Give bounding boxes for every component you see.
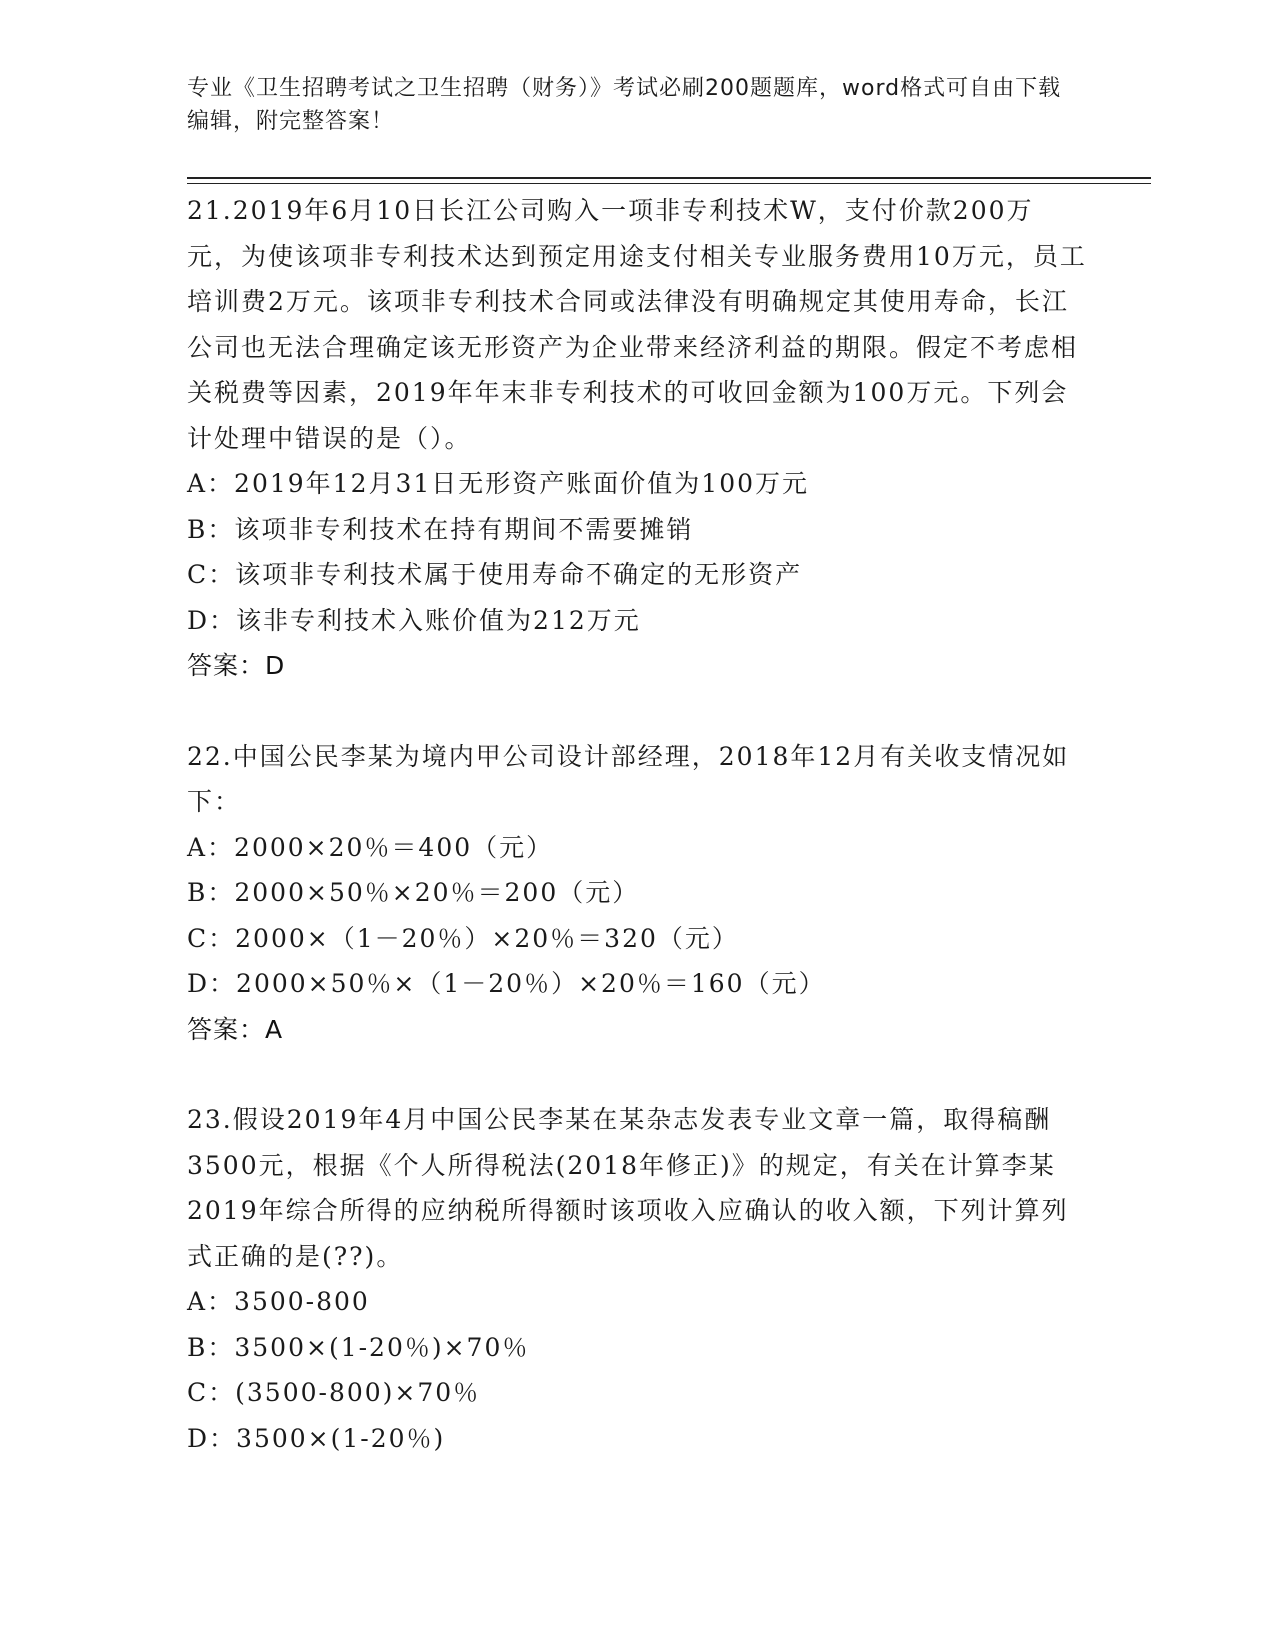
answer-line: 答案：D [187,651,286,680]
question-22 [187,734,1087,1053]
option-a: A：2000×20％＝400（元） [187,832,554,862]
document-header-title: 专业《卫生招聘考试之卫生招聘（财务）》考试必刷200题题库，word格式可自由下载编辑，附完整答案！ [187,76,1062,134]
option-d: D：该非专利技术入账价值为212万元 [187,605,641,635]
question-23 [187,1097,1087,1461]
option-a: A：3500-800 [187,1287,370,1316]
option-b: B：3500×(1-20％)×70％ [187,1332,530,1362]
option-c: C：2000×（1－20％）×20％＝320（元） [187,923,739,953]
question-stem: 21.2019年6月10日长江公司购入一项非专利技术W，支付价款200万元，为使该项非专利技术达到预定用途支付相关专业服务费用10万元，员工培训费2万元。该项非专利技术合同或法律没有明确规定其使用寿命，长江公司也无法合理确定该无形资产为企业带来经济利益的期限。假定不考虑相关税费等因素，2019年年末非专利技术的可收回金额为100万元。下列会计处理中错误的是（）。 [187,196,1087,453]
option-b: B：2000×50％×20％＝200（元） [187,878,640,907]
option-c: C：(3500-800)×70％ [187,1378,481,1407]
question-21 [187,188,1087,689]
header-rule-thick [187,177,1151,179]
option-a: A：2019年12月31日无形资产账面价值为100万元 [187,469,810,498]
question-list [187,188,1087,1461]
question-stem: 22.中国公民李某为境内甲公司设计部经理，2018年12月有关收支情况如下： [187,741,1070,816]
question-stem: 23.假设2019年4月中国公民李某在某杂志发表专业文章一篇，取得稿酬3500元，根据《个人所得税法(2018年修正)》的规定，有关在计算李某2019年综合所得的应纳税所得额时该项收入应确认的收入额，下列计算列式正确的是(??)。 [187,1105,1069,1271]
question-gap [187,1052,1087,1097]
header-rule-thin [187,183,1151,184]
option-c: C：该项非专利技术属于使用寿命不确定的无形资产 [187,560,803,589]
option-d: D：2000×50％×（1－20％）×20％＝160（元） [187,969,826,998]
question-gap [187,689,1087,734]
answer-line: 答案：A [187,1014,284,1044]
option-d: D：3500×(1-20％) [187,1423,446,1453]
option-b: B：该项非专利技术在持有期间不需要摊销 [187,514,694,544]
